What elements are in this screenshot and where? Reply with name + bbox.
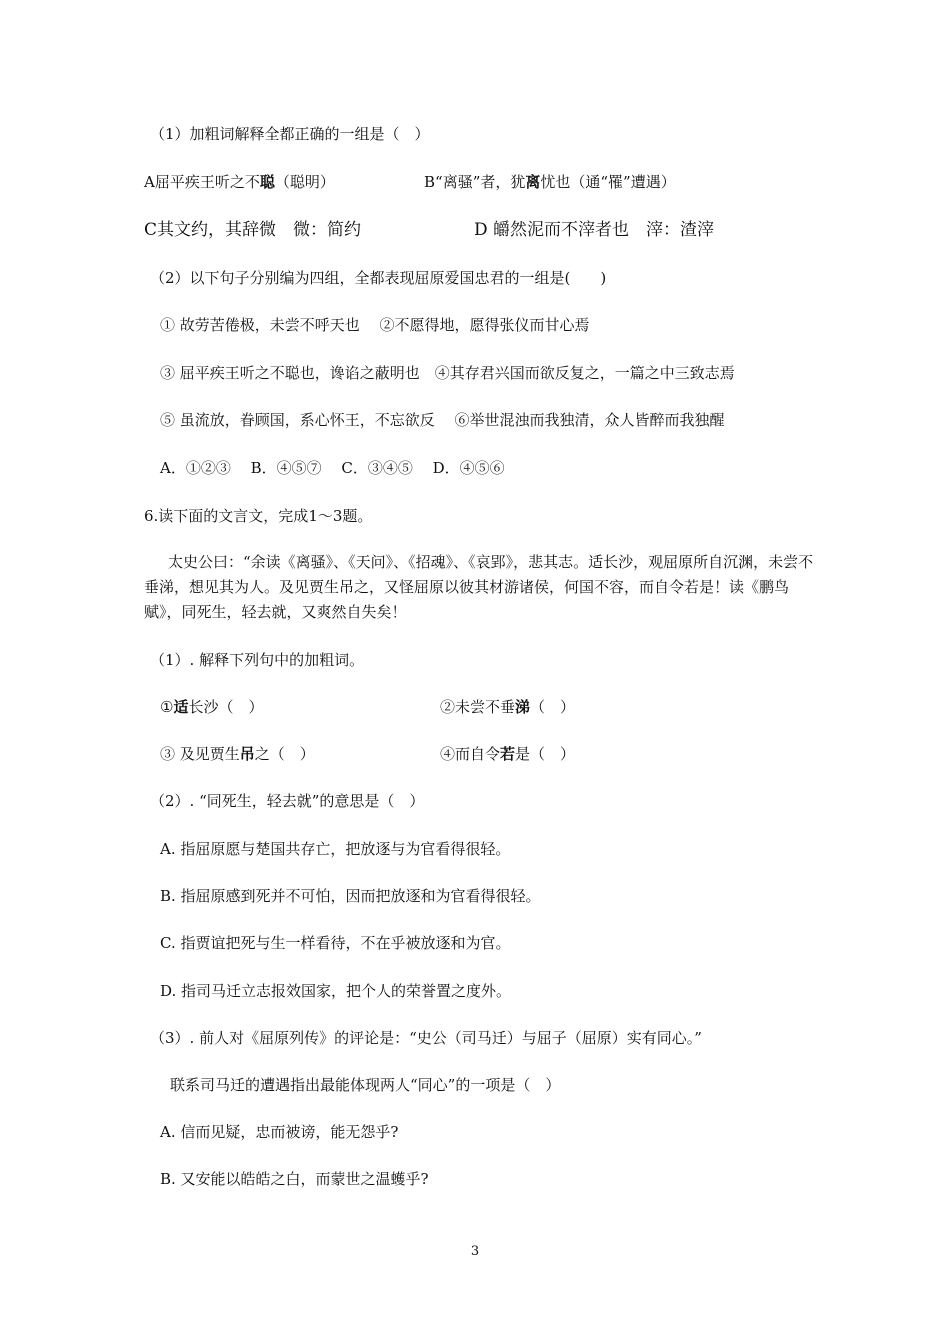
option-a-pre: A屈平疾王听之不 [144,173,260,191]
word-item-pre: ④而自令 [440,745,501,763]
passage: 太史公曰：“余读《离骚》、《天问》、《招魂》、《哀郢》，悲其志。适长沙，观屈原所自沉渊，未尝不垂涕，想见其为人。及见贾生吊之，又怪屈原以彼其材游诸侯，何国不容，而自令若是！读《鹏鸟赋》，同死生，轻去就，又爽然自失矣！ [144,553,814,621]
word-item-bold: 适 [173,698,189,716]
word-item-pre: ③ 及见贾生 [160,745,240,763]
word-item-post: 长沙（ ） [188,698,264,716]
option-a-bold: 聪 [259,173,275,191]
part-2-option-a: A. 指屈原愿与楚国共存亡，把放逐与为官看得很轻。 [160,840,511,858]
part-2-heading: （2）. “同死生，轻去就”的意思是（ ） [150,792,425,810]
word-item-bold: 吊 [239,745,255,763]
option-b [424,170,676,194]
option-a [144,170,335,194]
word-item-4 [440,742,575,766]
part-3-heading: （3）. 前人对《屈原列传》的评论是：“史公（司马迁）与屈子（屈原）实有同心。” [150,1029,702,1047]
word-item-2 [440,695,575,719]
sentence-group-1: ① 故劳苦倦极，未尝不呼天也 ②不愿得地，愿得张仪而甘心焉 [160,316,590,334]
word-item-bold: 涕 [515,698,531,716]
question-6-heading: 6.读下面的文言文，完成1～3题。 [144,507,373,525]
question-2: （2）以下句子分别编为四组，全都表现屈原爱国忠君的一组是( ) [150,269,607,287]
word-item-bold: 若 [500,745,516,763]
option-c: C其文约，其辞微 微：简约 [144,220,362,240]
part-1-heading: （1）. 解释下列句中的加粗词。 [150,651,365,669]
question-1: （1）加粗词解释全都正确的一组是（ ） [150,125,430,143]
word-item-1 [160,695,263,719]
word-item-post: 之（ ） [254,745,315,763]
part-3-option-b: B. 又安能以皓皓之白，而蒙世之温蠖乎? [160,1170,429,1188]
part-2-option-b: B. 指屈原感到死并不可怕，因而把放逐和为官看得很轻。 [160,887,541,905]
sentence-group-3: ⑤ 虽流放，眷顾国，系心怀王，不忘欲反 ⑥举世混浊而我独清，众人皆醉而我独醒 [160,411,725,429]
part-3-subquestion: 联系司马迁的遭遇指出最能体现两人“同心”的一项是（ ） [170,1076,561,1094]
option-b-pre: B“离骚”者，犹 [424,173,526,191]
part-2-option-c: C. 指贾谊把死与生一样看待，不在乎被放逐和为官。 [160,934,511,952]
option-d: D 皭然泥而不滓者也 滓：渣滓 [474,220,715,240]
option-b-post: 忧也（通“罹”遭遇） [540,173,676,191]
word-item-post: 是（ ） [515,745,576,763]
page-number: 3 [470,1244,480,1259]
word-item-pre: ① [160,698,174,716]
option-a-post: （聪明） [274,173,335,191]
word-item-pre: ②未尝不垂 [440,698,516,716]
sentence-group-2: ③ 屈平疾王听之不聪也，谗谄之蔽明也 ④其存君兴国而欲反复之，一篇之中三致志焉 [160,364,735,382]
part-3-option-a: A. 信而见疑，忠而被谤，能无怨乎? [160,1123,399,1141]
word-item-3 [160,742,315,766]
answer-choices: A．①②③ B．④⑤⑦ C．③④⑤ D．④⑤⑥ [160,459,505,477]
word-item-post: （ ） [530,698,576,716]
option-b-bold: 离 [525,173,541,191]
part-2-option-d: D. 指司马迁立志报效国家，把个人的荣誉置之度外。 [160,982,512,1000]
